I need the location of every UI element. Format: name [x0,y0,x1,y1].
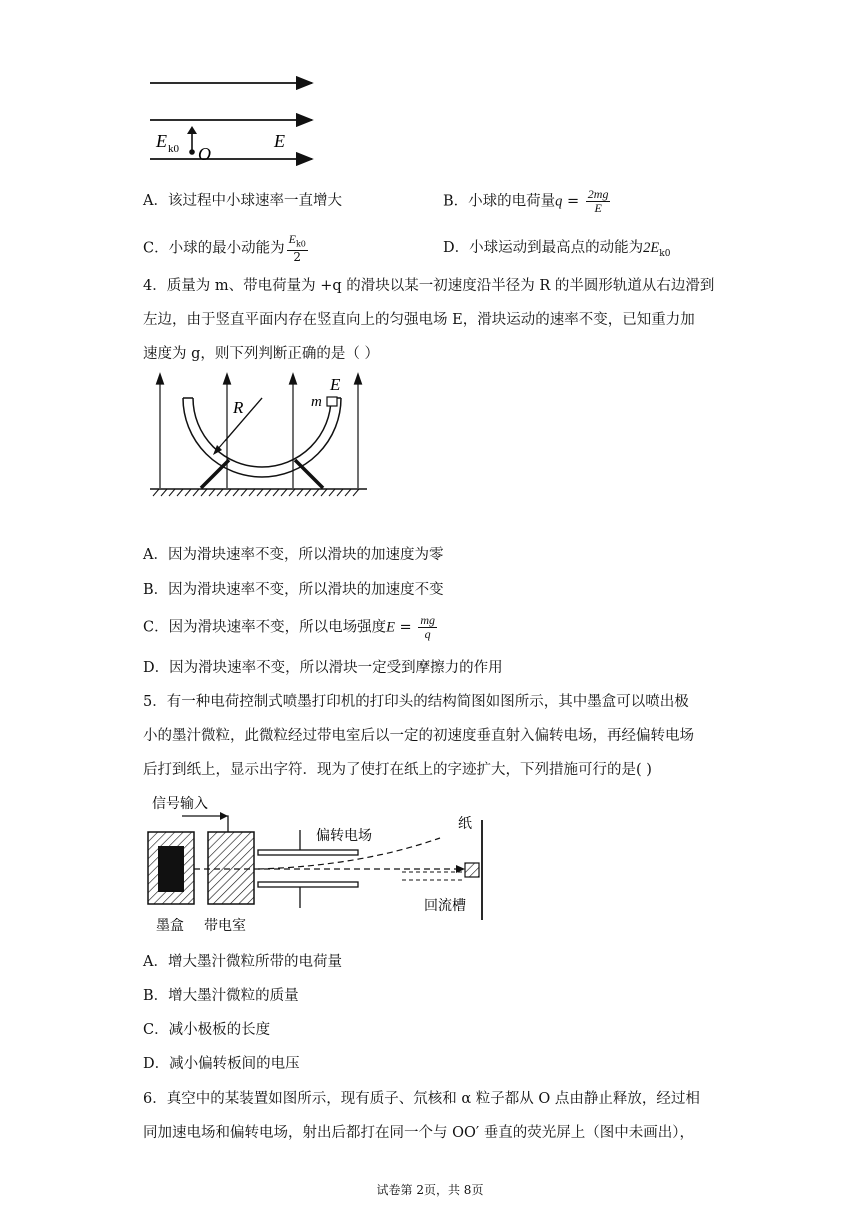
q3-c-fraction [287,233,308,264]
q3-d-sub: k0 [659,248,671,259]
paper-label: 纸 [458,816,472,832]
q6-stem-line-1: 6．真空中的某装置如图所示，现有质子、氘核和 α 粒子都从 O 点由静止释放，经过相 [143,1091,700,1107]
q3-field-figure [140,70,330,170]
q3-option-b-text: B．小球的电荷量 [443,193,556,210]
q3-d-val: 2E [643,240,660,256]
q3-b-fraction [586,188,611,215]
q4-option-d: D．因为滑块速率不变，所以滑块一定受到摩擦力的作用 [143,660,503,676]
q3-b-den: E [594,201,602,215]
charging-chamber [208,832,254,904]
q5-option-d: D．减小偏转板间的电压 [143,1056,300,1072]
q3-b-eq: = [562,193,584,210]
q3-option-c [143,233,310,264]
q3-option-b [443,188,612,215]
q3-c-den: 2 [293,250,302,265]
q5-option-a: A．增大墨汁微粒所带的电荷量 [143,954,342,970]
q4-c-var: E [386,619,395,636]
ek0-label: E [156,131,167,151]
q6-stem-line-2: 同加速电场和偏转电场，射出后都打在同一个与 OO′ 垂直的荧光屏上（图中未画出）， [143,1125,695,1141]
q4-stem-line-3: 速度为 g，则下列判断正确的是（ ） [143,346,379,362]
q5-option-b: B．增大墨汁微粒的质量 [143,988,299,1004]
q3-c-num: E [288,232,296,246]
q3-b-var: q [555,193,563,210]
q4-option-a: A．因为滑块速率不变，所以滑块的加速度为零 [143,547,444,563]
ball-dot [189,149,195,155]
mass-label: m [311,394,322,410]
q5-stem-line-3: 后打到纸上，显示出字符．现为了使打在纸上的字迹扩大，下列措施可行的是( ) [143,762,652,778]
gutter-label: 回流槽 [424,898,466,914]
charging-chamber-label: 带电室 [204,918,246,934]
q3-b-num: 2mg [587,187,609,201]
q3-c-num-sub: k0 [295,239,306,249]
field-label: E [274,131,285,151]
q3-option-c-text: C．小球的最小动能为 [143,240,285,257]
q4-option-b: B．因为滑块速率不变，所以滑块的加速度不变 [143,582,444,598]
page-footer: 试卷第 2页，共 8页 [376,1183,484,1197]
q5-stem-line-1: 5．有一种电荷控制式喷墨打印机的打印头的结构简图如图所示，其中墨盒可以喷出极 [143,694,689,710]
deflection-field-label: 偏转电场 [316,828,372,844]
ink-box-label: 墨盒 [156,918,184,934]
origin-label: O [198,144,211,164]
field-e-label: E [330,375,341,394]
q4-c-eq: = [394,619,417,636]
q4-option-c-text: C．因为滑块速率不变，所以电场强度 [143,619,387,636]
q4-stem-line-2: 左边，由于竖直平面内存在竖直向上的匀强电场 E，滑块运动的速率不变，已知重力加 [143,312,695,328]
gutter [465,863,479,877]
q4-stem-line-1: 4．质量为 m、带电荷量为 +q 的滑块以某一初速度沿半径为 R 的半圆形轨道从右边滑到 [143,278,715,294]
q5-option-c: C．减小极板的长度 [143,1022,271,1038]
slider-block [327,397,337,406]
radius-label: R [233,398,244,417]
q3-option-d-text: D．小球运动到最高点的动能为 [443,240,644,256]
q3-option-a: A．该过程中小球速率一直增大 [143,193,342,209]
q5-stem-line-2: 小的墨汁微粒，此微粒经过带电室后以一定的初速度垂直射入偏转电场，再经偏转电场 [143,728,694,744]
q4-c-fraction [418,614,437,641]
q4-option-c [143,614,439,641]
q5-printer-figure [140,790,500,940]
q3-option-d [443,238,670,264]
ek0-sub-label: k0 [168,143,179,155]
signal-input-label: 信号输入 [152,796,208,812]
q4-track-figure [145,368,385,500]
q4-c-den: q [424,627,431,641]
q4-c-num: mg [420,613,435,627]
